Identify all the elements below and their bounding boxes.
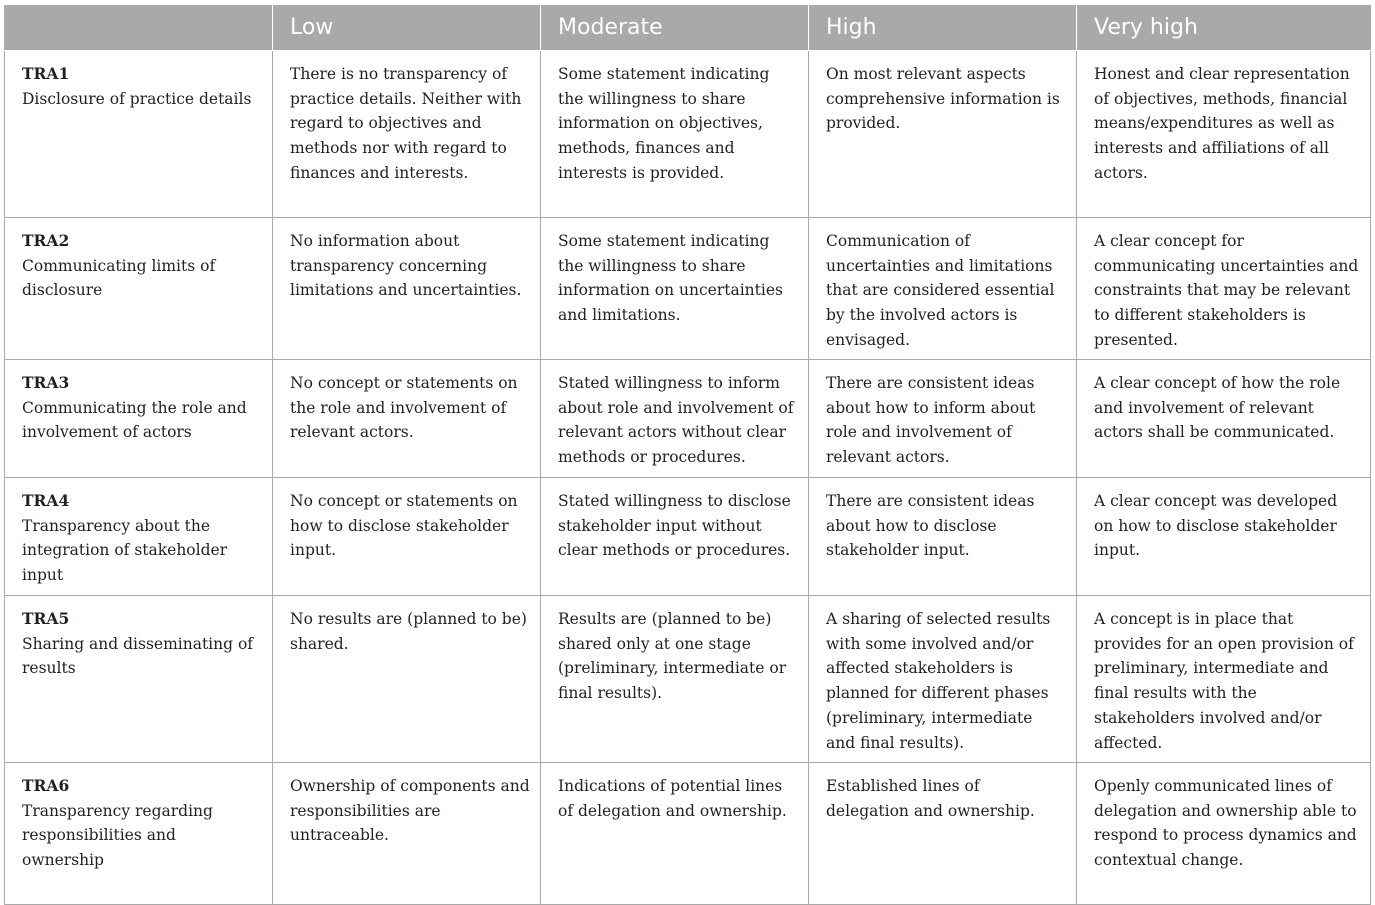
cell-moderate: Some statement indicating the willingness to share information on objectives, methods, finances and interests is provided. bbox=[541, 51, 809, 218]
row-header-cell bbox=[5, 51, 273, 218]
cell-very-high: A clear concept was developed on how to disclose stakeholder input. bbox=[1077, 478, 1371, 596]
cell-moderate: Indications of potential lines of delegation and ownership. bbox=[541, 763, 809, 905]
header-moderate: Moderate bbox=[541, 5, 809, 51]
criterion-label: Sharing and disseminating of results bbox=[22, 634, 254, 678]
criterion-label: Communicating limits of disclosure bbox=[22, 256, 216, 300]
transparency-criteria-table bbox=[4, 5, 1371, 905]
cell-high: On most relevant aspects comprehensive information is provided. bbox=[809, 51, 1077, 218]
cell-moderate: Results are (planned to be) shared only at one stage (preliminary, intermediate or final results). bbox=[541, 596, 809, 763]
criterion-label: Transparency about the integration of stakeholder input bbox=[22, 516, 228, 585]
table-header-row bbox=[5, 5, 1371, 51]
row-header-cell bbox=[5, 360, 273, 478]
header-high: High bbox=[809, 5, 1077, 51]
table-row bbox=[5, 478, 1371, 596]
criterion-code: TRA3 bbox=[22, 373, 70, 392]
criterion-code: TRA6 bbox=[22, 776, 70, 795]
row-header-cell bbox=[5, 596, 273, 763]
criterion-code: TRA1 bbox=[22, 64, 70, 83]
cell-low: Ownership of components and responsibilities are untraceable. bbox=[273, 763, 541, 905]
cell-low: No information about transparency concerning limitations and uncertainties. bbox=[273, 218, 541, 360]
row-header-cell bbox=[5, 218, 273, 360]
criterion-label: Transparency regarding responsibilities and ownership bbox=[22, 801, 213, 870]
table-row bbox=[5, 763, 1371, 905]
header-low: Low bbox=[273, 5, 541, 51]
cell-moderate: Stated willingness to disclose stakeholder input without clear methods or procedures. bbox=[541, 478, 809, 596]
cell-very-high: Openly communicated lines of delegation and ownership able to respond to process dynamics and contextual change. bbox=[1077, 763, 1371, 905]
cell-very-high: Honest and clear representation of objectives, methods, financial means/expenditures as well as interests and affiliations of all actors. bbox=[1077, 51, 1371, 218]
table-row bbox=[5, 360, 1371, 478]
cell-low: No results are (planned to be) shared. bbox=[273, 596, 541, 763]
cell-low: No concept or statements on how to disclose stakeholder input. bbox=[273, 478, 541, 596]
cell-very-high: A concept is in place that provides for an open provision of preliminary, intermediate and final results with the stakeholders involved and/or affected. bbox=[1077, 596, 1371, 763]
row-header-cell bbox=[5, 478, 273, 596]
table-row bbox=[5, 51, 1371, 218]
cell-moderate: Stated willingness to inform about role and involvement of relevant actors without clear methods or procedures. bbox=[541, 360, 809, 478]
cell-high: Communication of uncertainties and limitations that are considered essential by the involved actors is envisaged. bbox=[809, 218, 1077, 360]
table-row bbox=[5, 218, 1371, 360]
criterion-label: Communicating the role and involvement of actors bbox=[22, 398, 247, 442]
cell-low: There is no transparency of practice details. Neither with regard to objectives and methods nor with regard to finances and interests. bbox=[273, 51, 541, 218]
criterion-label: Disclosure of practice details bbox=[22, 89, 252, 108]
cell-very-high: A clear concept of how the role and involvement of relevant actors shall be communicated. bbox=[1077, 360, 1371, 478]
cell-high: Established lines of delegation and ownership. bbox=[809, 763, 1077, 905]
criterion-code: TRA5 bbox=[22, 609, 70, 628]
criterion-code: TRA2 bbox=[22, 231, 70, 250]
cell-high: There are consistent ideas about how to disclose stakeholder input. bbox=[809, 478, 1077, 596]
table-row bbox=[5, 596, 1371, 763]
header-very-high: Very high bbox=[1077, 5, 1371, 51]
row-header-cell bbox=[5, 763, 273, 905]
transparency-criteria-table-container bbox=[4, 5, 1370, 905]
cell-low: No concept or statements on the role and involvement of relevant actors. bbox=[273, 360, 541, 478]
cell-very-high: A clear concept for communicating uncertainties and constraints that may be relevant to different stakeholders is presented. bbox=[1077, 218, 1371, 360]
cell-moderate: Some statement indicating the willingness to share information on uncertainties and limitations. bbox=[541, 218, 809, 360]
cell-high: A sharing of selected results with some involved and/or affected stakeholders is planned for different phases (preliminary, intermediate and final results). bbox=[809, 596, 1077, 763]
header-criterion bbox=[5, 5, 273, 51]
cell-high: There are consistent ideas about how to inform about role and involvement of relevant actors. bbox=[809, 360, 1077, 478]
criterion-code: TRA4 bbox=[22, 491, 70, 510]
